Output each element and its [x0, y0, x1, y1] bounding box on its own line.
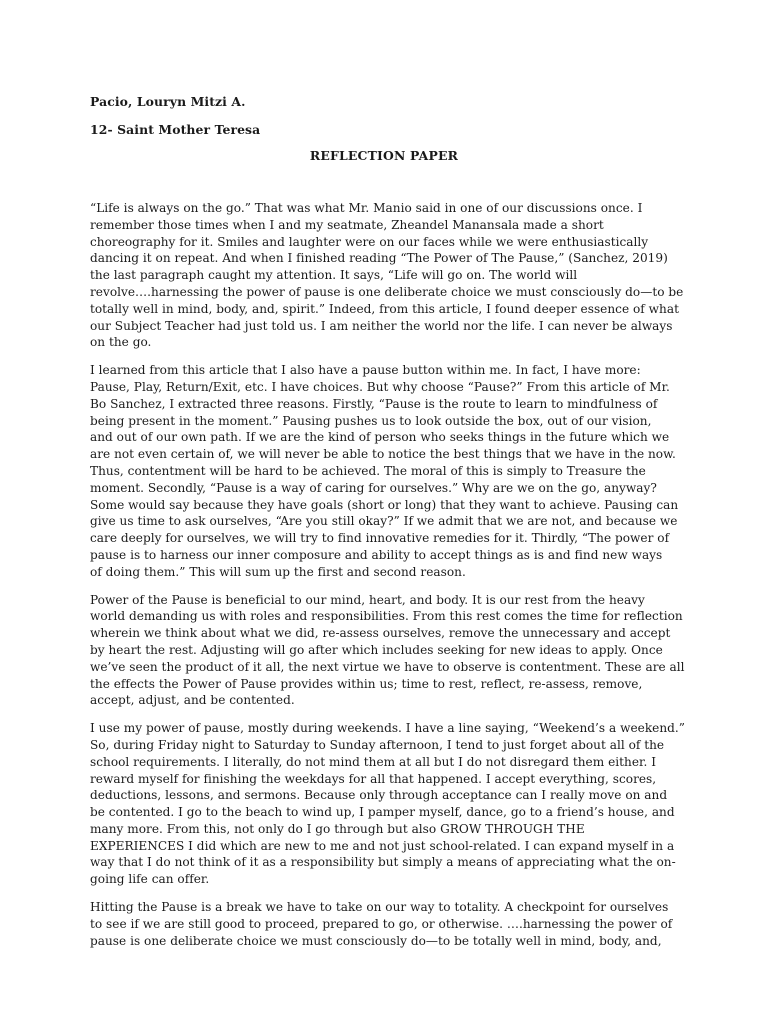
paragraph-line: we’ve seen the product of it all, the next virtue we have to observe is contentment. These are all [90, 659, 685, 674]
paragraph-line: deductions, lessons, and sermons. Because only through acceptance can I really move on and [90, 788, 668, 803]
paragraph [90, 899, 680, 949]
paragraph-line: pause is one deliberate choice we must consciously do—to be totally well in mind, body, and, [90, 933, 662, 948]
paragraph-line: going life can offer. [90, 872, 210, 887]
page-title: REFLECTION PAPER [309, 148, 459, 163]
paragraph-line: pause is to harness our inner composure and ability to accept things as is and find new ways [90, 547, 663, 562]
paragraph-line: of doing them.” This will sum up the first and second reason. [90, 564, 466, 579]
paragraph-line: are not even certain of, we will never be able to notice the best things that we have in the now. [90, 447, 676, 462]
paragraph-line: Some would say because they have goals (short or long) that they want to achieve. Pausing can [90, 497, 679, 512]
paragraph-line: and out of our own path. If we are the kind of person who seeks things in the future which we [90, 430, 670, 445]
paragraph [90, 362, 680, 580]
paragraph-line: to see if we are still good to proceed, prepared to go, or otherwise. ….harnessing the power of [90, 916, 673, 931]
class-section: 12- Saint Mother Teresa [90, 122, 261, 137]
document-body [90, 200, 685, 960]
paragraph-line: “Life is always on the go.” That was what Mr. Manio said in one of our discussions once. I [90, 201, 643, 215]
paragraph-line: choreography for it. Smiles and laughter were on our faces while we were enthusiastically [90, 234, 649, 249]
paragraph-line: moment. Secondly, “Pause is a way of caring for ourselves.” Why are we on the go, anyway? [90, 480, 657, 495]
paragraph-line: by heart the rest. Adjusting will go after which includes seeking for new ideas to apply. Once [90, 642, 663, 657]
paragraph-line: many more. From this, not only do I go through but also GROW THROUGH THE [90, 821, 585, 836]
paragraph-line: Bo Sanchez, I extracted three reasons. Firstly, “Pause is the route to learn to mindfulness of [90, 396, 658, 411]
paragraph-line: remember those times when I and my seatmate, Zheandel Manansala made a short [90, 217, 604, 232]
paragraph-line: our Subject Teacher had just told us. I am neither the world nor the life. I can never be always [90, 318, 673, 333]
paragraph-line: dancing it on repeat. And when I finished reading “The Power of The Pause,” (Sanchez, 2019) [90, 251, 668, 266]
paragraph-line: give us time to ask ourselves, “Are you still okay?” If we admit that we are not, and because we [90, 514, 678, 529]
paragraph-line: on the go. [90, 335, 152, 350]
paragraph-line: care deeply for ourselves, we will try to find innovative remedies for it. Thirdly, “The power of [90, 531, 670, 546]
paragraph-line: Thus, contentment will be hard to be achieved. The moral of this is simply to Treasure the [90, 463, 646, 478]
paragraph-line: EXPERIENCES I did which are new to me and not just school-related. I can expand myself in a [90, 838, 675, 853]
paragraph-line: the last paragraph caught my attention. It says, “Life will go on. The world will [90, 268, 578, 283]
paragraph-line: being present in the moment.” Pausing pushes us to look outside the box, out of our vision, [90, 413, 652, 428]
author-name: Pacio, Louryn Mitzi A. [90, 94, 246, 109]
paragraph-line: So, during Friday night to Saturday to Sunday afternoon, I tend to just forget about all of the [90, 737, 665, 752]
paragraph [90, 720, 685, 888]
paragraph-line: Pause, Play, Return/Exit, etc. I have choices. But why choose “Pause?” From this article of Mr. [90, 379, 670, 394]
paragraph-line: totally well in mind, body, and, spirit.” Indeed, from this article, I found deeper essence of what [90, 301, 679, 316]
paragraph-line: be contented. I go to the beach to wind up, I pamper myself, dance, go to a friend’s house, and [90, 805, 675, 820]
paragraph-line: wherein we think about what we did, re-assess ourselves, remove the unnecessary and accept [90, 626, 671, 641]
paragraph-line: reward myself for finishing the weekdays for all that happened. I accept everything, scores, [90, 771, 657, 786]
paragraph-line: the effects the Power of Pause provides within us; time to rest, reflect, re-assess, remove, [90, 676, 643, 691]
paragraph-line: way that I do not think of it as a responsibility but simply a means of appreciating what the on- [90, 855, 676, 870]
paragraph-line: school requirements. I literally, do not mind them at all but I do not disregard them either. I [90, 754, 657, 769]
paragraph-line: Power of the Pause is beneficial to our mind, heart, and body. It is our rest from the heavy [90, 592, 645, 607]
paragraph-line: I learned from this article that I also have a pause button within me. In fact, I have more: [90, 363, 641, 378]
paragraph-line: revolve….harnessing the power of pause is one deliberate choice we must consciously do—to be [90, 284, 684, 299]
paragraph-line: accept, adjust, and be contented. [90, 693, 295, 708]
paragraph-line: Hitting the Pause is a break we have to take on our way to totality. A checkpoint for ourselves [90, 900, 669, 915]
paragraph-line: I use my power of pause, mostly during weekends. I have a line saying, “Weekend’s a weekend.” [90, 721, 685, 736]
paragraph [90, 200, 684, 351]
paragraph-line: world demanding us with roles and responsibilities. From this rest comes the time for reflection [90, 609, 683, 624]
paragraph [90, 592, 685, 710]
